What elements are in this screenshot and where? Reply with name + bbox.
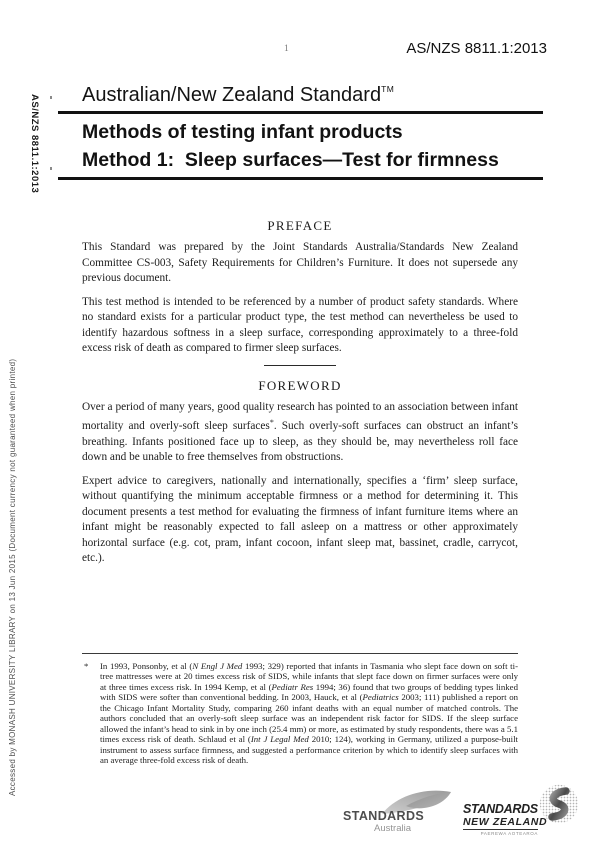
foreword-paragraph-1: [82, 400, 518, 466]
standards-nz-line2: NEW ZEALAND: [463, 816, 548, 828]
standard-type-heading: [82, 84, 394, 107]
foreword-paragraph-1-text: Over a period of many years, good quality research has pointed to an association between infant mortality and overly-soft sleep surfaces: [82, 400, 518, 432]
page-number: 1: [284, 44, 289, 54]
foreword-paragraph-1-continued: . Such overly-soft surfaces can obstruct an infant’s breathing. Infants positioned face up to sleep, as they should be, may nevertheless roll face down and be unable to free themselves from obstructions.: [82, 420, 518, 463]
foreword-heading: FOREWORD: [258, 377, 342, 393]
main-text-column: [82, 218, 518, 575]
footnote-text: In 1993, Ponsonby, et al (N Engl J Med 1993; 329) reported that infants in Tasmania who slept face down on soft ti-tree mattresses were at 20 times excess risk of SIDS, while infants that slept face down on firmer surfaces were only at three times excess risk. In 1994 Kemp, et al (Pediatr Res 1994; 36) found that two groups of bedding types linked with SIDS were softer than conventional bedding. In 2003, Hauck, et al (Pediatrics 2003; 111) published a report on the Chicago Infant Mortality Study, comparing 260 infant deaths with an equal number of matched controls. The authors concluded that an overly-soft sleep surface was an independent risk factor for SIDS. If the sleep surface allowed the infant’s head to sink in by one inch (25.4 mm) or more, as estimated by study respondents, there was a 5.1 times excess risk of death. Schlaud et al (Int J Legal Med 2010; 124), working in Germany, utilized a purpose-built instrument to assess surface firmness, and suggested a performance criterion by which to identify sleep surfaces with an average three-fold excess risk of death.: [100, 661, 519, 766]
preface-paragraph-1: This Standard was prepared by the Joint Standards Australia/Standards New Zealand Committee CS-003, Safety Requirements for Children’s Furniture. It does not supersede any previous document.: [82, 241, 518, 284]
footnote-reference: *: [269, 418, 274, 427]
document-title-line2: Method 1: Sleep surfaces—Test for firmness: [82, 149, 499, 171]
title-rule-bottom: [58, 177, 543, 180]
standards-australia-country-label: Australia: [374, 823, 411, 834]
standards-nz-line1: STANDARDS: [463, 802, 538, 816]
standards-australia-logo: [340, 786, 456, 840]
section-divider: [264, 365, 336, 366]
footnote-separator-rule: [82, 653, 518, 654]
footnote: [84, 661, 518, 766]
preface-heading: PREFACE: [267, 218, 333, 233]
preface-paragraph-2: This test method is intended to be referenced by a number of product safety standards. Where no standard exists for a particular product type, the test method can nevertheless be used to identify hazardous softness in a sleep surface, corresponding approximately to a three-fold excess risk of death as compared to firmer sleep surfaces.: [82, 295, 518, 354]
standards-nz-sphere-icon: [539, 784, 579, 824]
print-mark: [50, 167, 52, 170]
standards-nz-maori-name: PAEREWA AOTEAROA: [480, 831, 538, 836]
spine-document-code: AS/NZS 8811.1:2013: [29, 94, 40, 194]
document-title-line1: Methods of testing infant products: [82, 121, 403, 143]
foreword-paragraph-2: Expert advice to caregivers, nationally and internationally, specifies a ‘firm’ sleep surface, without quantifying the minimum acceptable firmness or a method for determining it. This document presents a test method for evaluating the firmness of infant furniture items where an infant might be reasonably expected to fall asleep on a mattress or other approximately horizontal surface (e.g. cot, pram, infant cocoon, infant sleep mat, bassinet, cradle, carrycot, etc.).: [82, 474, 518, 564]
library-access-note: Accessed by MONASH UNIVERSITY LIBRARY on 13 Jun 2015 (Document currency not guaranteed when printed): [8, 358, 17, 796]
trademark-symbol: TM: [381, 84, 395, 94]
footnote-marker: *: [84, 661, 89, 671]
title-rule-top: [58, 111, 543, 114]
standards-new-zealand-wordmark: [463, 802, 548, 836]
print-mark: [50, 96, 52, 99]
standards-new-zealand-logo: [463, 784, 579, 842]
header-document-code: AS/NZS 8811.1:2013: [406, 40, 547, 57]
standard-type-text: Australian/New Zealand Standard: [82, 84, 382, 106]
standards-australia-wordmark: STANDARDS: [343, 809, 425, 823]
